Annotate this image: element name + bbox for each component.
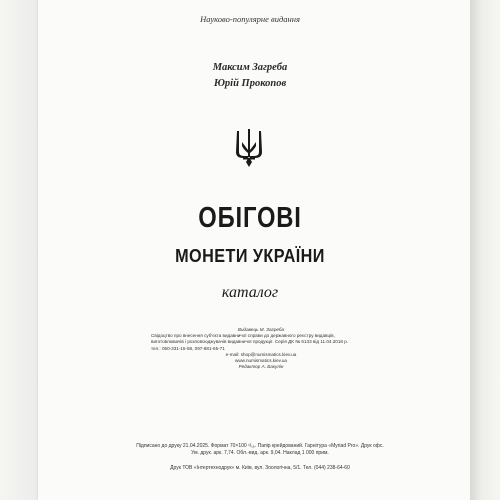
phones-line: тел.: 050-331-15-58, 097-881-65-71	[151, 345, 225, 351]
subtitle: каталог	[221, 284, 279, 301]
trident-icon	[234, 128, 264, 168]
publication-line-2: Ум. друк. арк. 7,74. Обл.-вид. арк. 9,04. Наклад 1 000 прим.	[191, 449, 329, 456]
series-label: Науково-популярне видання	[200, 14, 300, 24]
email-line: e-mail: shop@numismatics.kiev.ua	[225, 351, 297, 357]
publisher-line: Видавець М. Загреба	[237, 327, 285, 332]
publication-line-1: Підписано до друку 21.04.2025. Формат 70×100 ¹/₁₆. Папір крейдований. Гарнітура «Myriad Pro». Друк офс.	[136, 443, 384, 449]
website-line: www.numismatics.kiev.ua	[235, 358, 287, 364]
certificate-line-1: Свідоцтво про внесення суб'єкта видавничої справи до державного реєстру видавців,	[151, 333, 335, 339]
editor-line: Редактор А. Бакулін	[238, 364, 284, 370]
printer-line: Друк ТОВ «Інтертехнодрук» м. Київ, вул. Зоологічна, 5/1. Тел. (044) 238-64-60	[170, 465, 350, 471]
author-2: Юрій Прокопов	[213, 78, 287, 89]
title-line-1: ОБІГОВІ	[198, 202, 302, 234]
author-1: Максим Загреба	[212, 62, 288, 73]
imprint-block	[151, 327, 371, 370]
title-line-2: МОНЕТИ УКРАЇНИ	[175, 246, 325, 266]
certificate-line-2: виготовлювачів і розповсюджувачів видавничої продукції. Серія ДК № 6133 від 11.04.2018 р.	[151, 339, 349, 345]
publication-details	[120, 443, 400, 456]
